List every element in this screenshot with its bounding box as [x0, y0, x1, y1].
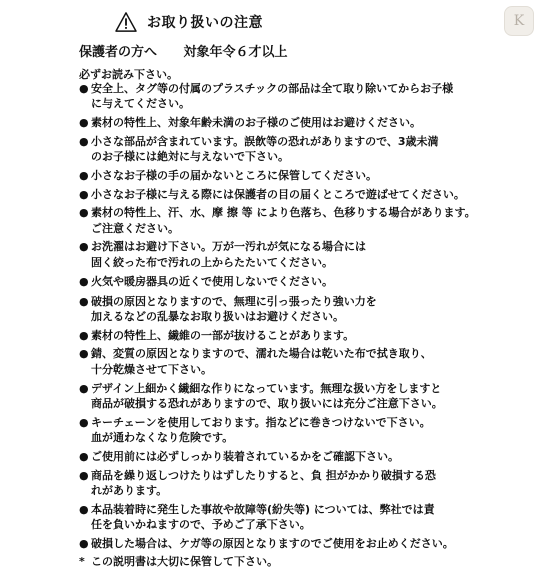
bullet-marker: ● — [79, 275, 89, 289]
caution-list — [79, 81, 539, 573]
asterisk-marker: * — [79, 555, 85, 569]
caution-text-line: 十分乾燥させて下さい。 — [91, 362, 212, 376]
caution-text-line: 小さなお子様の手の届かないところに保管してください。 — [91, 168, 377, 182]
bullet-marker: ● — [79, 415, 89, 429]
bullet-marker: ● — [79, 82, 89, 95]
caution-item — [79, 205, 539, 236]
caution-text-line: 本品装着時に発生した事故や故障等(紛失等) については、弊社では責 — [91, 502, 435, 516]
caution-text-line: 任を負いかねますので、予めご了承下さい。 — [91, 518, 311, 532]
caution-text-line: ご注意ください。 — [91, 221, 179, 235]
age-target-label: 対象年令６才以上 — [183, 45, 288, 60]
corner-badge — [504, 6, 534, 36]
caution-text-line: 素材の特性上、対象年齢未満のお子様のご使用はお避けください。 — [91, 116, 421, 130]
caution-text-line: 破損した場合は、ケガ等の原因となりますのでご使用をお止めください。 — [91, 536, 454, 550]
caution-text-line: ご使用前には必ずしっかり装着されているかをご確認下さい。 — [91, 449, 399, 463]
caution-text-line: 錆、変質の原因となりますので、濡れた場合は乾いた布で拭き取り、 — [91, 347, 432, 361]
page-title: お取り扱いの注意 — [147, 15, 263, 31]
bullet-marker: ● — [79, 468, 89, 482]
bullet-marker: ● — [79, 294, 89, 308]
caution-item — [79, 381, 539, 412]
caution-item — [79, 81, 539, 112]
caution-text-line: お洗濯はお避け下さい。万が一汚れが気になる場合には — [91, 240, 366, 254]
bullet-marker: ● — [79, 187, 89, 201]
bullet-marker: ● — [79, 116, 89, 130]
caution-item — [79, 294, 539, 325]
badge-letter: K — [513, 13, 525, 29]
caution-text-line: キーチェーンを使用しております。指などに巻きつけないで下さい。 — [91, 415, 431, 429]
bullet-marker: ● — [79, 536, 89, 550]
caution-item — [79, 115, 539, 130]
caution-item — [79, 168, 539, 183]
caution-item — [79, 274, 539, 289]
caution-text-line: デザイン上細かく繊細な作りになっています。無理な扱い方をしますと — [91, 381, 442, 395]
title-row — [115, 12, 263, 32]
caution-item — [79, 415, 539, 446]
caution-item — [79, 536, 539, 551]
caution-text-line: 固く絞った布で汚れの上からたたいてください。 — [91, 255, 333, 269]
caution-text-line: のお子様には絶対に与えないで下さい。 — [91, 150, 289, 164]
caution-text-line: に与えてください。 — [91, 97, 190, 111]
caution-text-line: 破損の原因となりますので、無理に引っ張ったり強い力を — [91, 294, 377, 308]
caution-text-line: 安全上、タグ等の付属のプラスチックの部品は全て取り除いてからお子様 — [91, 82, 454, 95]
audience-label: 保護者の方へ — [79, 45, 158, 60]
caution-item — [79, 134, 539, 165]
caution-text-line: 商品を繰り返しつけたりはずしたりすると、負 担がかかり破損する恐 — [91, 468, 436, 482]
caution-text-line: 商品が破損する恐れがありますので、取り扱いには充分ご注意下さい。 — [91, 396, 443, 410]
caution-item — [79, 328, 539, 343]
caution-text-line: この説明書は大切に保管して下さい。 — [91, 555, 278, 569]
bullet-marker: ● — [79, 134, 89, 148]
subtitle-row — [79, 41, 288, 60]
bullet-marker: ● — [79, 449, 89, 463]
caution-item — [79, 187, 539, 202]
caution-text-line: れがあります。 — [91, 483, 168, 497]
caution-text-line: 素材の特性上、汗、水、摩 擦 等 により色落ち、色移りする場合があります。 — [91, 206, 476, 220]
caution-text-line: 加えるなどの乱暴なお取り扱いはお避けください。 — [91, 310, 344, 324]
caution-text-line: 素材の特性上、繊維の一部が抜けることがあります。 — [91, 328, 355, 342]
bullet-marker: ● — [79, 328, 89, 342]
bullet-marker: ● — [79, 168, 89, 182]
caution-item — [79, 468, 539, 499]
bullet-marker: ● — [79, 240, 89, 254]
caution-text-line: 血が通わなくなり危険です。 — [91, 431, 234, 445]
caution-text-line: 小さな部品が含まれています。誤飲等の恐れがありますので、3歳未満 — [91, 134, 439, 148]
caution-item — [79, 554, 539, 569]
bullet-marker: ● — [79, 206, 89, 220]
caution-item — [79, 346, 539, 377]
bullet-marker: ● — [79, 347, 89, 361]
warning-triangle-icon — [115, 12, 137, 32]
bullet-marker: ● — [79, 381, 89, 395]
caution-item — [79, 239, 539, 270]
bullet-marker: ● — [79, 502, 89, 516]
caution-item — [79, 449, 539, 464]
caution-text-line: 小さなお子様に与える際には保護者の目の届くところで遊ばせてください。 — [91, 187, 465, 201]
caution-item — [79, 502, 539, 533]
intro-text: 必ずお読み下さい。 — [79, 68, 178, 81]
caution-text-line: 火気や暖房器具の近くで使用しないでください。 — [91, 275, 333, 289]
